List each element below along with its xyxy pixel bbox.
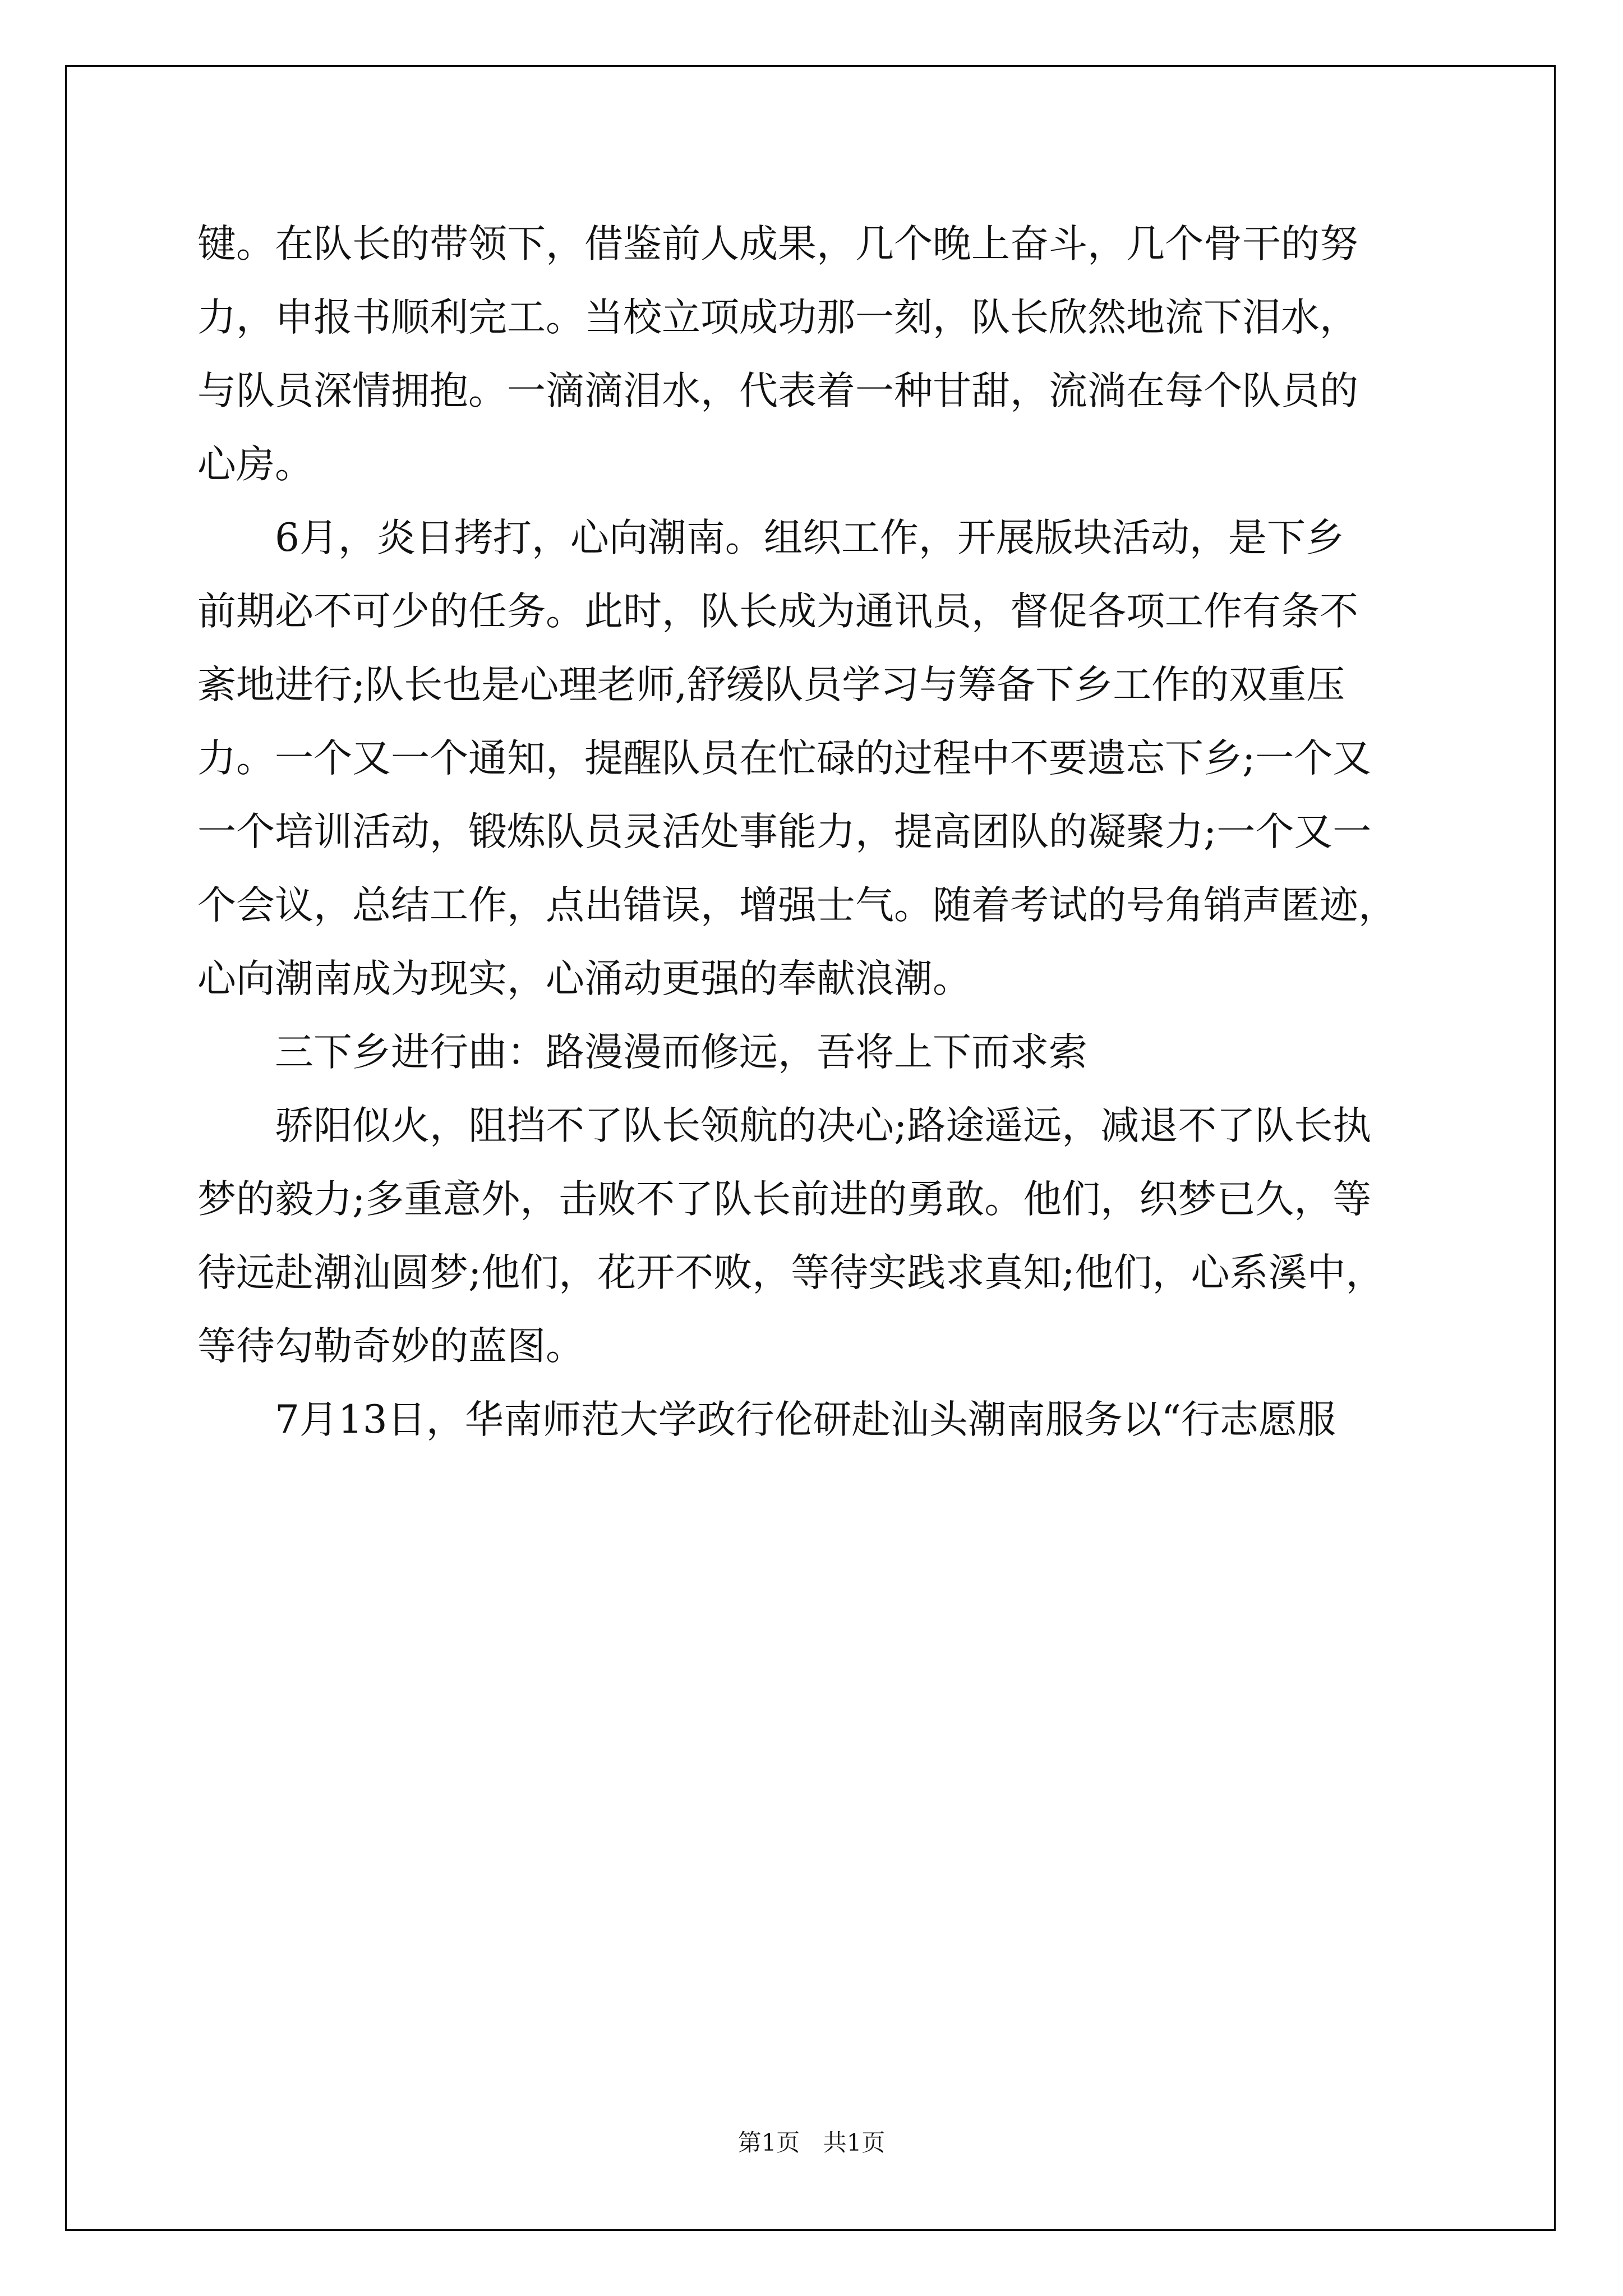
text-line: 个会议，总结工作，点出错误，增强士气。随着考试的号角销声匿迹， xyxy=(197,883,1397,928)
text-line: 心向潮南成为现实，心涌动更强的奉献浪潮。 xyxy=(197,956,971,1001)
text-line: 前期必不可少的任务。此时，队长成为通讯员，督促各项工作有条不 xyxy=(197,589,1358,634)
text-line: 待远赴潮汕圆梦;他们，花开不败，等待实践求真知;他们，心系溪中， xyxy=(197,1250,1385,1295)
text-line: 7月13日，华南师范大学政行伦研赴汕头潮南服务以“行志愿服 xyxy=(197,1397,1336,1442)
text-line: 等待勾勒奇妙的蓝图。 xyxy=(197,1324,584,1369)
text-line: 紊地进行;队长也是心理老师,舒缓队员学习与筹备下乡工作的双重压 xyxy=(197,662,1345,707)
text-line: 力。一个又一个通知，提醒队员在忙碌的过程中不要遗忘下乡;一个又 xyxy=(197,736,1372,781)
text-line: 心房。 xyxy=(197,442,313,487)
text-line: 键。在队长的带领下，借鉴前人成果，几个晚上奋斗，几个骨干的努 xyxy=(197,222,1358,266)
text-line: 力，申报书顺利完工。当校立项成功那一刻，队长欣然地流下泪水， xyxy=(197,295,1358,340)
text-line: 梦的毅力;多重意外，击败不了队长前进的勇敢。他们，织梦已久，等 xyxy=(197,1177,1372,1222)
page-total: 共1页 xyxy=(823,2129,886,2156)
page-footer xyxy=(0,2124,1623,2158)
page-number: 第1页 xyxy=(737,2129,800,2156)
section-heading: 三下乡进行曲：路漫漫而修远，吾将上下而求索 xyxy=(197,1030,1087,1075)
text-line: 一个培训活动，锻炼队员灵活处事能力，提高团队的凝聚力;一个又一 xyxy=(197,809,1372,854)
text-line: 与队员深情拥抱。一滴滴泪水，代表着一种甘甜，流淌在每个队员的 xyxy=(197,369,1358,413)
text-line: 骄阳似火，阻挡不了队长领航的决心;路途遥远，减退不了队长执 xyxy=(197,1103,1372,1148)
document-body xyxy=(197,208,1482,1457)
text-line: 6月，炎日拷打，心向潮南。组织工作，开展版块活动，是下乡 xyxy=(197,516,1344,560)
